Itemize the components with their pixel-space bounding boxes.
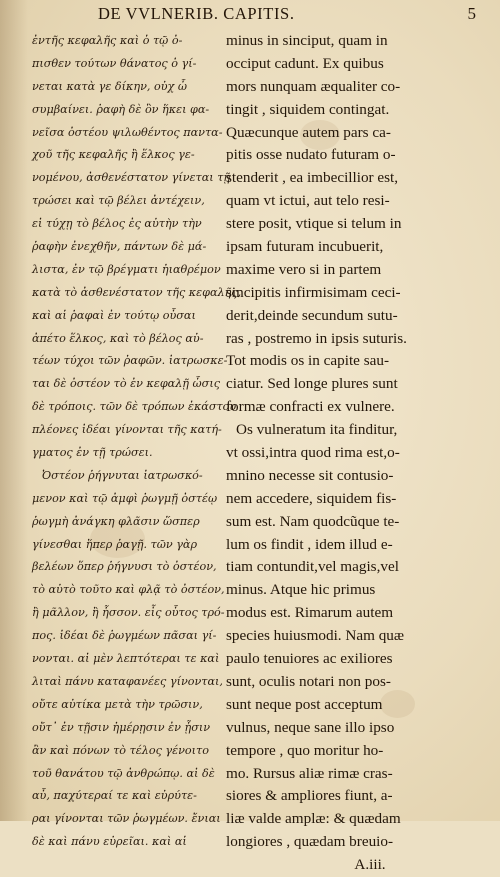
greek-text-line: κατὰ τὸ ἀσθενέστατον τῆς κεφαλῆς, bbox=[32, 285, 242, 299]
greek-text-line: ῥωγμὴ ἀνάγκη φλᾶσιν ὥσπερ bbox=[32, 514, 200, 528]
latin-text-line: occiput cadunt. Ex quibus bbox=[226, 54, 384, 72]
latin-text-line: sincipitis infirmisimam ceci- bbox=[226, 283, 401, 301]
greek-text-line: δὲ τρόποις. τῶν δὲ τρόπων ἑκάστου bbox=[32, 400, 237, 414]
latin-text-column bbox=[226, 30, 484, 877]
greek-text-line: ραι γίνονται τῶν ῥωγμέων. ἔνιαι bbox=[32, 812, 221, 826]
latin-text-line: ipsam futuram incubuerit, bbox=[226, 238, 384, 256]
page-header bbox=[40, 4, 486, 26]
latin-text-line: vt ossi,intra quod rima est,o- bbox=[226, 444, 400, 462]
greek-text-line: αὖ, παχύτεραί τε καὶ εὐρύτε- bbox=[32, 789, 197, 803]
greek-text-line: τρώσει καὶ τῷ βέλει ἀντέχειν, bbox=[32, 194, 205, 208]
greek-text-line: γίνεσθαι ἥπερ ῥαγῇ. τῶν γὰρ bbox=[32, 537, 198, 551]
latin-text-line: ras , postremo in ipsis suturis. bbox=[226, 329, 407, 347]
greek-text-line: τοῦ θανάτου τῷ ἀνθρώπῳ. αἱ δὲ bbox=[32, 766, 215, 780]
greek-text-line: οὔτ᾽ ἐν τῇσιν ἡμέρῃσιν ἐν ᾗσιν bbox=[32, 720, 211, 734]
latin-text-line: siores & ampliores fiunt, a- bbox=[226, 787, 393, 805]
latin-text-line: sunt, oculis notari non pos- bbox=[226, 672, 391, 690]
greek-text-line: πλέονες ἰδέαι γίνονται τῆς κατή- bbox=[32, 423, 222, 437]
greek-text-line: νεῖσα ὀστέου ψιλωθέντος παντα- bbox=[32, 125, 223, 139]
latin-text-line: minus in sinciput, quam in bbox=[226, 32, 388, 49]
greek-text-line: λιστα, ἐν τῷ βρέγματι ἠιαθρέμον bbox=[32, 262, 221, 276]
greek-text-line: βελέων ὅπερ ῥήγνυσι τὸ ὀστέον, bbox=[32, 560, 217, 574]
greek-text-line: τέων τύχοι τῶν ῥαφῶν. ἰατρωσκε- bbox=[32, 354, 228, 368]
greek-text-line: καὶ αἱ ῥαφαὶ ἐν τούτῳ οὖσαι bbox=[32, 308, 196, 322]
greek-text-line: ἢ μᾶλλον, ἢ ἧσσον. εἷς οὗτος τρό- bbox=[32, 606, 225, 620]
latin-text-line: paulo tenuiores ac exiliores bbox=[226, 650, 393, 668]
signature-mark: A.iii. bbox=[354, 856, 386, 874]
latin-text-line: longiores , quædam breuio- bbox=[226, 833, 394, 851]
latin-text-line: mo. Rursus aliæ rimæ cras- bbox=[226, 764, 393, 782]
greek-text-line: νεται κατὰ γε δίκην, οὐχ ὧ bbox=[32, 79, 187, 93]
latin-text-line: derit,deinde secundum sutu- bbox=[226, 306, 398, 324]
greek-text-line: χοῦ τῆς κεφαλῆς ἢ ἕλκος γε- bbox=[32, 148, 195, 162]
latin-text-line: formæ confracti ex vulnere. bbox=[226, 398, 395, 416]
latin-text-line: mors nunquam æqualiter co- bbox=[226, 77, 401, 95]
greek-text-line: μενον καὶ τῷ ἀμφὶ ῥωγμῇ ὀστέῳ bbox=[32, 491, 218, 505]
greek-text-line: πισθεν τούτων θάνατος ὁ γί- bbox=[32, 56, 197, 70]
greek-text-line: εἰ τύχῃ τὸ βέλος ἐς αὐτὴν τὴν bbox=[32, 217, 202, 231]
latin-text-line: species huiusmodi. Nam quæ bbox=[226, 627, 405, 645]
latin-text-line: tiam contundit,vel magis,vel bbox=[226, 558, 399, 576]
greek-text-line: ῥαφὴν ἐνεχθῆν, πάντων δὲ μά- bbox=[32, 240, 207, 254]
latin-text-line: tempore , quo moritur ho- bbox=[226, 741, 384, 759]
greek-text-line: νομένου, ἀσθενέστατον γίνεται τῇ bbox=[32, 171, 231, 185]
latin-text-line: stenderit , ea imbecillior est, bbox=[226, 169, 399, 187]
greek-text-line: ται δὲ ὀστέον τὸ ἐν κεφαλῇ ὧσις bbox=[32, 377, 220, 391]
running-head: DE VVLNERIB. CAPITIS. bbox=[98, 4, 295, 23]
greek-text-line: λιταὶ πάνυ καταφανέες γίνονται, bbox=[32, 674, 223, 688]
greek-text-line: ἀπέτο ἕλκος, καὶ τὸ βέλος αὐ- bbox=[32, 331, 204, 345]
latin-text-line: sum est. Nam quodcũque te- bbox=[226, 512, 400, 530]
page-number: 5 bbox=[467, 4, 476, 23]
latin-text-line: liæ valde amplæ: & quædam bbox=[226, 810, 401, 828]
latin-text-line: quam vt ictui, aut telo resi- bbox=[226, 192, 390, 210]
greek-text-line: οὔτε αὐτίκα μετὰ τὴν τρῶσιν, bbox=[32, 697, 203, 711]
latin-text-line: pitis osse nudato futuram o- bbox=[226, 146, 396, 164]
greek-text-line: νονται. αἱ μὲν λεπτότεραι τε καὶ bbox=[32, 652, 220, 666]
greek-text-line: πος. ἰδέαι δὲ ῥωγμέων πᾶσαι γί- bbox=[32, 629, 217, 643]
greek-text-line: συμβαίνει. ῥαφὴ δὲ ὃν ἥκει φα- bbox=[32, 102, 210, 116]
latin-text-line: nem accedere, siquidem fis- bbox=[226, 489, 397, 507]
greek-text-line: ἂν καὶ πόνων τὸ τέλος γένοιτο bbox=[32, 743, 209, 757]
greek-text-line: Ὀστέον ῥήγνυται ἰατρωσκό- bbox=[42, 468, 203, 482]
latin-text-line: sunt neque post acceptum bbox=[226, 695, 383, 713]
latin-text-line: tingit , siquidem contingat. bbox=[226, 100, 390, 118]
latin-text-line: maxime vero si in partem bbox=[226, 260, 382, 278]
latin-text-line: ciatur. Sed longe plures sunt bbox=[226, 375, 398, 393]
latin-text-line: Os vulneratum ita finditur, bbox=[236, 421, 398, 439]
latin-text-line: minus. Atque hic primus bbox=[226, 581, 376, 599]
latin-text-line: Quæcunque autem pars ca- bbox=[226, 123, 391, 141]
latin-text-line: mnino necesse sit contusio- bbox=[226, 466, 394, 484]
latin-text-line: stere posit, vtique si telum in bbox=[226, 215, 402, 233]
greek-text-column bbox=[32, 30, 242, 854]
greek-text-line: τὸ αὐτὸ τοῦτο καὶ φλᾷ τὸ ὀστέον, bbox=[32, 583, 225, 597]
latin-text-line: Tot modis os in capite sau- bbox=[226, 352, 390, 370]
latin-text-line: lum os findit , idem illud e- bbox=[226, 535, 393, 553]
latin-text-line: vulnus, neque sane illo ipso bbox=[226, 718, 395, 736]
greek-text-line: γματος ἐν τῇ τρώσει. bbox=[32, 446, 153, 460]
latin-text-line: modus est. Rimarum autem bbox=[226, 604, 394, 622]
greek-text-line: δὲ καὶ πάνυ εὐρεῖαι. καὶ αἱ bbox=[32, 835, 187, 849]
greek-text-line: ἐντῆς κεφαλῆς καὶ ὁ τῷ ὀ- bbox=[32, 34, 183, 47]
